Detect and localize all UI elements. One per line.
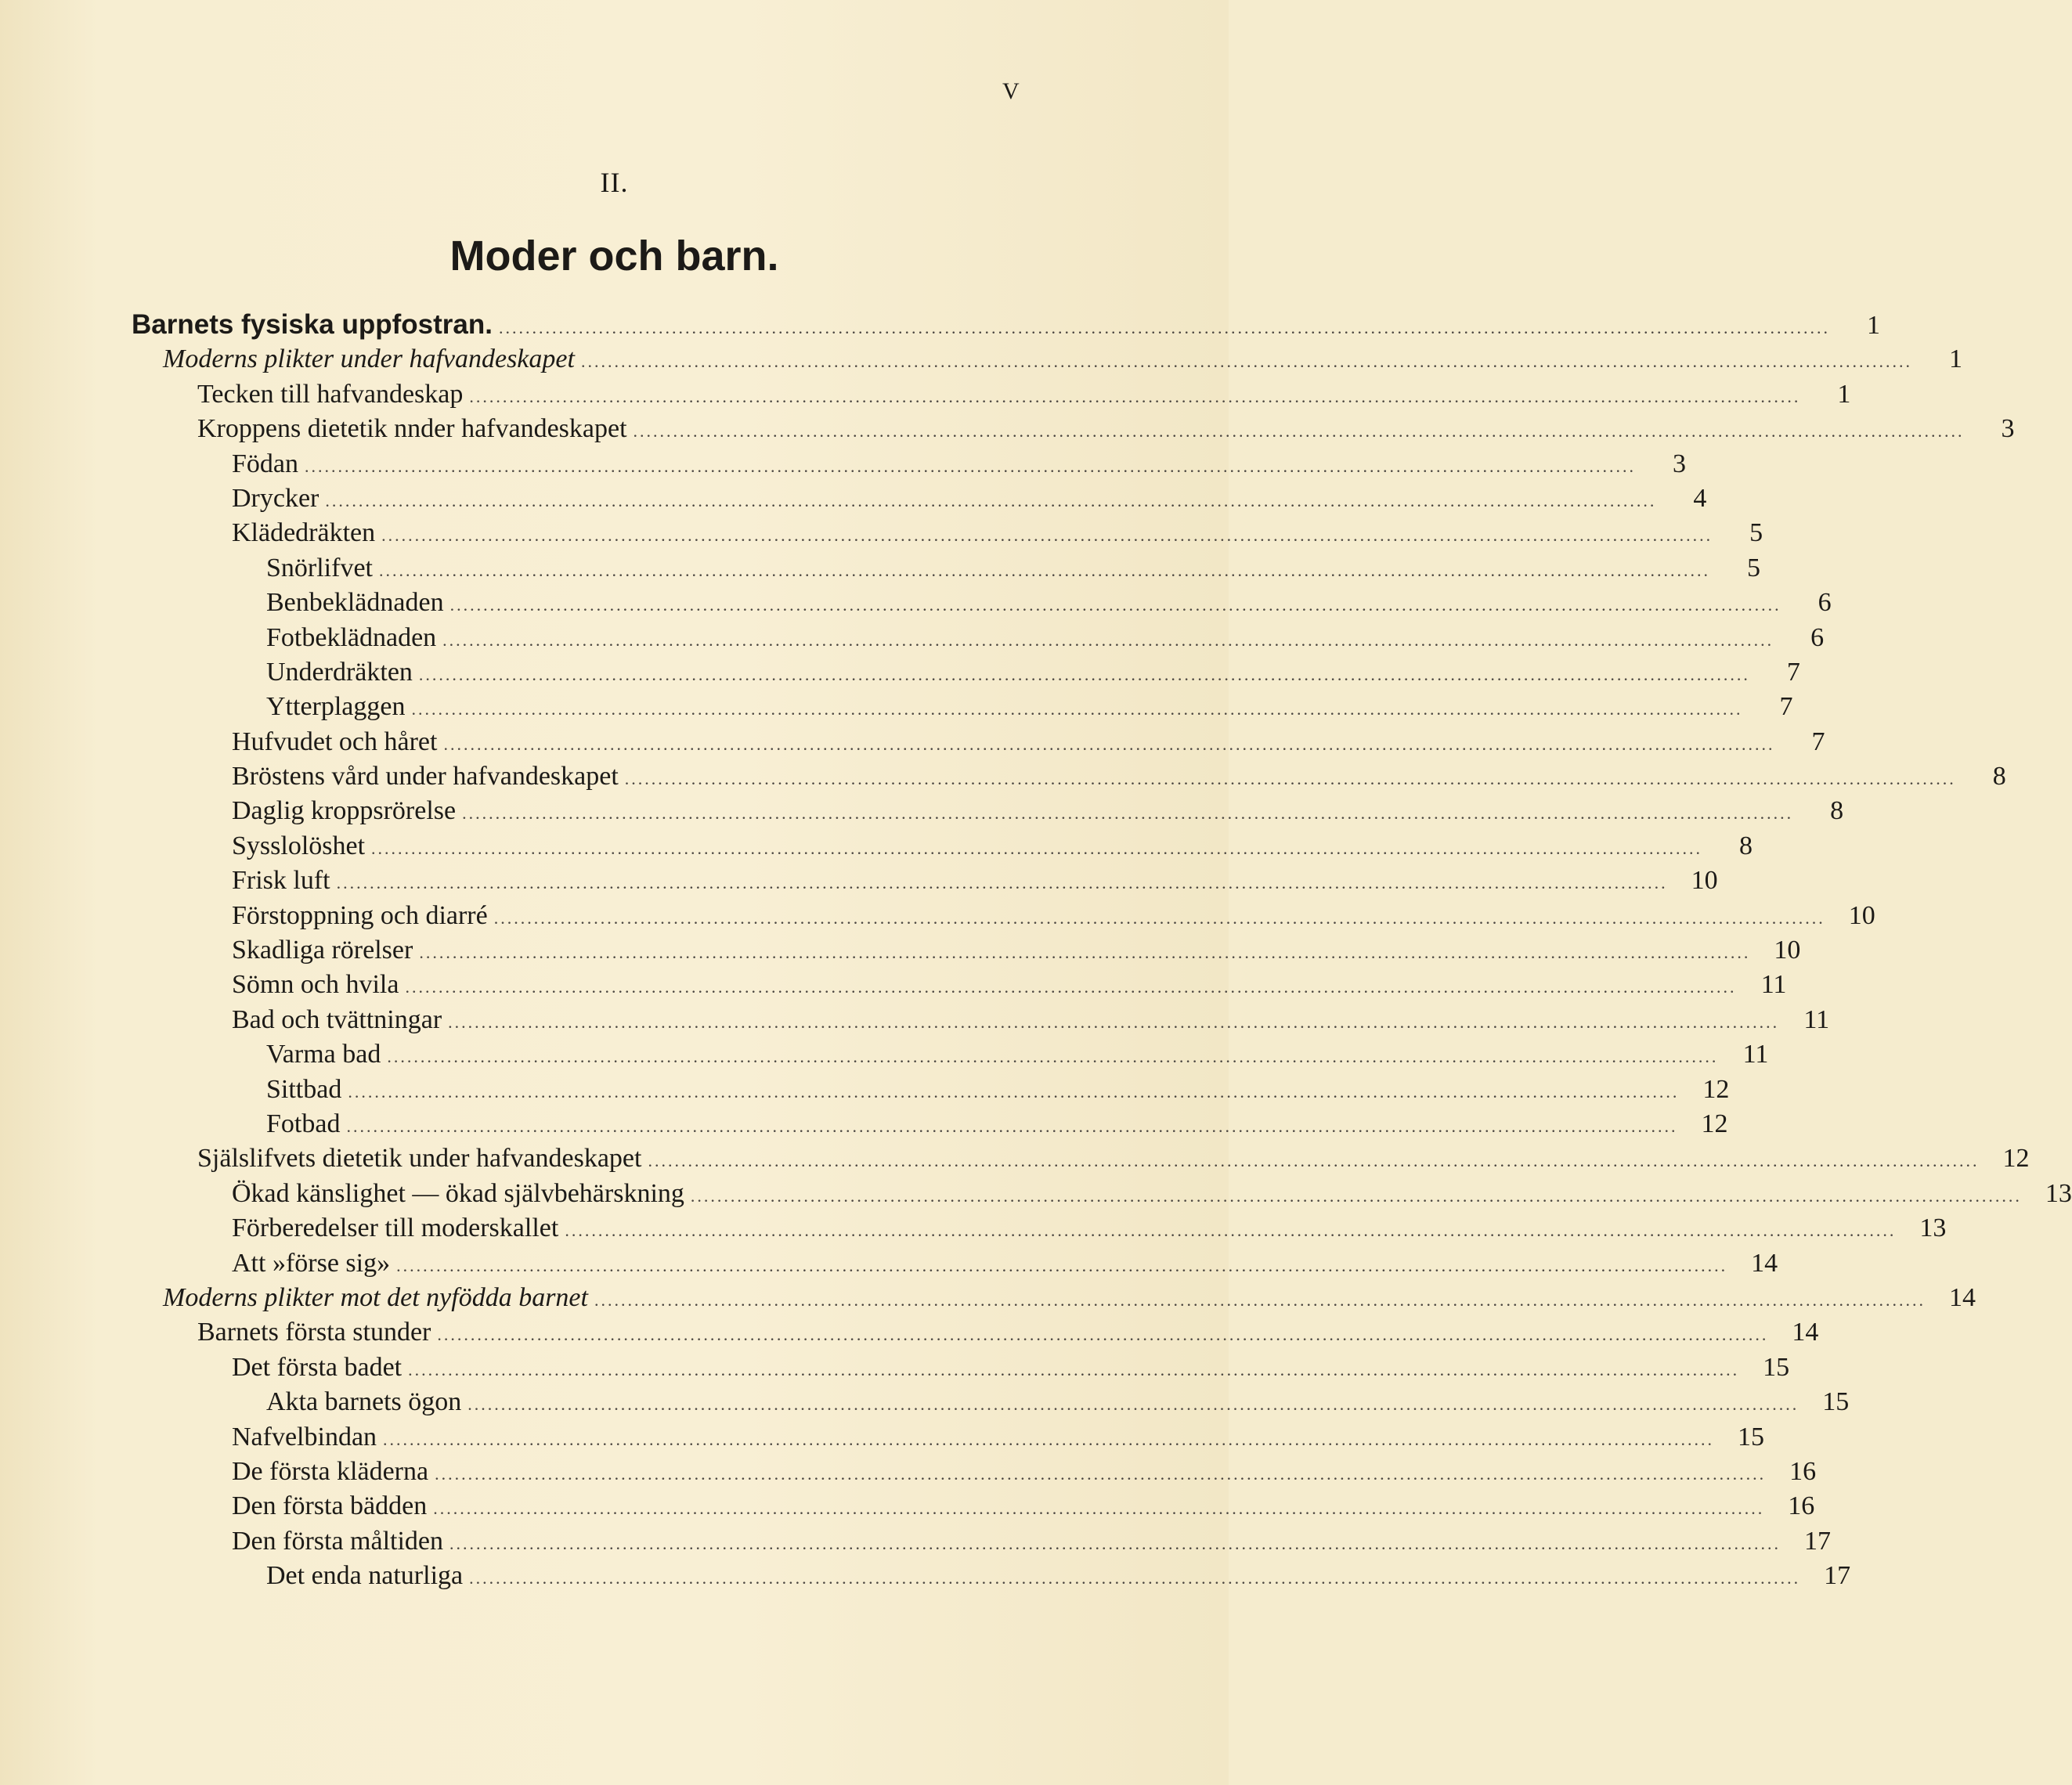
toc-entry-page: 12	[1702, 1074, 1730, 1104]
dot-leader: ........................................................................................................................................................................................................	[443, 734, 1775, 754]
toc-entry	[132, 1141, 2030, 1176]
toc-entry-page: 10	[1691, 866, 1718, 896]
toc-entry	[132, 1073, 1730, 1107]
toc-entry	[132, 690, 1793, 724]
toc-entry-page: 3	[1673, 449, 1686, 478]
dot-leader: ........................................................................................................................................................................................................	[435, 1463, 1767, 1484]
dot-leader: ........................................................................................................................................................................................................	[418, 664, 1750, 684]
toc-entry-page: 1	[1948, 344, 1962, 374]
dot-leader: ........................................................................................................................................................................................................	[633, 421, 1965, 442]
toc-entry	[132, 1003, 1830, 1037]
toc-entry	[132, 794, 1844, 828]
toc-entry-label: Det enda naturliga	[266, 1561, 464, 1591]
toc-entry-label: Klädedräkten	[232, 518, 376, 548]
dot-leader: ........................................................................................................................................................................................................	[565, 1221, 1897, 1241]
toc-entry	[132, 1559, 1851, 1593]
toc-entry-label: Förberedelser till moderskallet	[232, 1213, 559, 1243]
toc-entry-page: 11	[1803, 1004, 1830, 1034]
toc-entry-label: Varma bad	[266, 1040, 381, 1069]
toc-entry-label: Underdräkten	[266, 657, 413, 687]
dot-leader: ........................................................................................................................................................................................................	[405, 977, 1737, 997]
toc-entry-label: Drycker	[232, 483, 319, 513]
toc-entry-label: Moderns plikter under hafvandeskapet	[163, 344, 575, 374]
toc-entry	[132, 933, 1801, 968]
dot-leader: ........................................................................................................................................................................................................	[449, 1533, 1781, 1553]
toc-entry	[132, 516, 1763, 550]
toc-entry-label: Frisk luft	[232, 866, 330, 896]
dot-leader: ........................................................................................................................................................................................................	[325, 490, 1657, 510]
toc-entry-label: Fotbeklädnaden	[266, 622, 437, 652]
dot-leader: ........................................................................................................................................................................................................	[371, 838, 1703, 858]
toc-entry-page: 15	[1763, 1352, 1790, 1382]
toc-entry-label: Bröstens vård under hafvandeskapet	[232, 762, 619, 792]
dot-leader: ........................................................................................................................................................................................................	[648, 1151, 1980, 1171]
toc-entry	[132, 1211, 1947, 1246]
toc-entry-page: 11	[1742, 1040, 1769, 1069]
toc-entry-page: 12	[1701, 1109, 1728, 1138]
toc-entry-label: Barnets fysiska uppfostran.	[132, 309, 493, 340]
toc-entry-label: Snörlifvet	[266, 553, 373, 582]
toc-entry-page: 12	[2002, 1144, 2030, 1174]
dot-leader: ........................................................................................................................................................................................................	[442, 629, 1774, 650]
toc-entry	[132, 1315, 1819, 1350]
toc-entry-label: Bad och tvättningar	[232, 1004, 442, 1034]
toc-entry	[132, 1281, 1976, 1315]
toc-entry	[132, 1524, 1832, 1559]
toc-entry-page: 8	[1992, 762, 2006, 792]
toc-entry-page: 6	[1818, 588, 1832, 618]
toc-entry-page: 16	[1789, 1456, 1817, 1486]
part-number: II.	[600, 167, 629, 198]
toc-entry-page: 7	[1811, 727, 1825, 756]
toc-entry-label: Den första bädden	[232, 1491, 428, 1521]
toc-entry-label: Sömn och hvila	[232, 970, 399, 1000]
toc-entry	[132, 1489, 1815, 1524]
toc-entry-page: 13	[2045, 1178, 2072, 1208]
toc-entry	[132, 1420, 1765, 1455]
toc-entry	[132, 655, 1800, 690]
dot-leader: ........................................................................................................................................................................................................	[346, 1116, 1678, 1136]
toc-entry-page: 8	[1830, 796, 1844, 826]
toc-entry-label: Den första måltiden	[232, 1526, 444, 1556]
dot-leader: ........................................................................................................................................................................................................	[433, 1498, 1765, 1519]
toc-entry-label: Att »förse sig»	[232, 1248, 391, 1278]
toc-entry-label: Moderns plikter mot det nyfödda barnet	[163, 1282, 588, 1312]
dot-leader: ........................................................................................................................................................................................................	[381, 525, 1713, 546]
dot-leader: ........................................................................................................................................................................................................	[305, 456, 1636, 476]
toc-entry-page: 13	[1919, 1213, 1947, 1243]
toc-entry-page: 7	[1786, 657, 1800, 687]
toc-entry	[132, 1107, 1728, 1141]
toc-entry	[132, 481, 1707, 516]
toc-entry-label: Akta barnets ögon	[266, 1387, 462, 1417]
toc-entry-page: 5	[1749, 518, 1763, 548]
dot-leader: ........................................................................................................................................................................................................	[469, 386, 1801, 406]
toc-entry-page: 16	[1788, 1491, 1815, 1521]
toc-entry-page: 10	[1774, 936, 1801, 965]
page-title: Moder och barn.	[449, 233, 779, 279]
toc-entry	[132, 1246, 1778, 1281]
toc-entry-page: 17	[1824, 1561, 1851, 1591]
toc-entry	[132, 725, 1825, 759]
dot-leader: ........................................................................................................................................................................................................	[378, 560, 1710, 580]
dot-leader: ........................................................................................................................................................................................................	[594, 1289, 1926, 1310]
dot-leader: ........................................................................................................................................................................................................	[383, 1429, 1715, 1449]
toc-entry	[132, 447, 1686, 481]
toc-entry	[132, 1037, 1769, 1072]
toc-entry-label: Ökad känslighet — ökad självbehärskning	[232, 1178, 684, 1208]
table-of-contents	[132, 308, 2072, 1593]
toc-entry-label: Sittbad	[266, 1074, 342, 1104]
toc-entry-page: 14	[1948, 1282, 1976, 1312]
toc-entry-page: 17	[1804, 1526, 1832, 1556]
toc-entry-page: 1	[1837, 379, 1851, 409]
toc-entry-label: Skadliga rörelser	[232, 936, 413, 965]
toc-entry-label: Kroppens dietetik nnder hafvandeskapet	[197, 414, 627, 444]
toc-entry-page: 15	[1822, 1387, 1850, 1417]
dot-leader: ........................................................................................................................................................................................................	[336, 873, 1668, 893]
toc-entry-page: 5	[1746, 553, 1760, 582]
toc-entry-page: 15	[1738, 1422, 1765, 1451]
toc-entry-label: Sysslolöshet	[232, 831, 366, 860]
toc-entry	[132, 864, 1718, 898]
toc-entry	[132, 586, 1832, 620]
dot-leader: ........................................................................................................................................................................................................	[348, 1081, 1680, 1102]
dot-leader: ........................................................................................................................................................................................................	[419, 943, 1751, 963]
toc-entry	[132, 759, 2006, 794]
toc-entry	[132, 342, 1962, 377]
toc-entry	[132, 308, 1880, 342]
toc-entry-page: 3	[2001, 414, 2015, 444]
toc-entry-label: Förstoppning och diarré	[232, 900, 488, 930]
toc-entry	[132, 1385, 1850, 1419]
toc-entry-page: 1	[1866, 311, 1880, 340]
dot-leader: ........................................................................................................................................................................................................	[462, 803, 1794, 824]
toc-entry	[132, 1455, 1817, 1489]
dot-leader: ........................................................................................................................................................................................................	[387, 1047, 1719, 1067]
toc-entry	[132, 829, 1753, 864]
dot-leader: ........................................................................................................................................................................................................	[624, 769, 1956, 789]
toc-entry	[132, 1177, 2072, 1211]
toc-entry	[132, 968, 1787, 1002]
dot-leader: ........................................................................................................................................................................................................	[690, 1185, 2022, 1206]
dot-leader: ........................................................................................................................................................................................................	[580, 352, 1912, 372]
toc-entry-page: 8	[1739, 831, 1753, 860]
toc-entry	[132, 1350, 1790, 1385]
toc-entry-page: 10	[1848, 900, 1875, 930]
toc-entry	[132, 621, 1825, 655]
toc-entry-page: 11	[1760, 970, 1787, 1000]
toc-entry-label: Tecken till hafvandeskap	[197, 379, 464, 409]
dot-leader: ........................................................................................................................................................................................................	[411, 699, 1743, 719]
toc-entry-label: Det första badet	[232, 1352, 402, 1382]
toc-entry-label: Ytterplaggen	[266, 692, 406, 722]
dot-leader: ........................................................................................................................................................................................................	[469, 1568, 1801, 1588]
toc-entry-label: Själslifvets dietetik under hafvandeskapet	[197, 1144, 642, 1174]
dot-leader: ........................................................................................................................................................................................................	[396, 1255, 1728, 1275]
toc-entry-label: Daglig kroppsrörelse	[232, 796, 457, 826]
dot-leader: ........................................................................................................................................................................................................	[493, 907, 1825, 928]
toc-entry	[132, 899, 1875, 933]
toc-entry-page: 6	[1810, 622, 1825, 652]
toc-entry-label: Nafvelbindan	[232, 1422, 377, 1451]
toc-entry	[132, 551, 1760, 586]
toc-entry-label: Födan	[232, 449, 298, 478]
toc-entry-label: Hufvudet och håret	[232, 727, 438, 756]
toc-entry-label: Fotbad	[266, 1109, 341, 1138]
toc-entry	[132, 377, 1851, 412]
dot-leader: ........................................................................................................................................................................................................	[498, 318, 1830, 337]
page-number: V	[1002, 78, 1020, 104]
toc-entry-label: Barnets första stunder	[197, 1318, 431, 1347]
dot-leader: ........................................................................................................................................................................................................	[467, 1394, 1799, 1415]
dot-leader: ........................................................................................................................................................................................................	[449, 595, 1781, 615]
toc-entry-page: 14	[1751, 1248, 1778, 1278]
toc-entry-label: De första kläderna	[232, 1456, 429, 1486]
toc-entry-page: 4	[1693, 483, 1707, 513]
dot-leader: ........................................................................................................................................................................................................	[408, 1359, 1740, 1379]
dot-leader: ........................................................................................................................................................................................................	[448, 1012, 1780, 1032]
toc-entry-label: Benbeklädnaden	[266, 588, 444, 618]
toc-entry-page: 7	[1779, 692, 1793, 722]
toc-entry-page: 14	[1792, 1318, 1819, 1347]
dot-leader: ........................................................................................................................................................................................................	[437, 1325, 1769, 1345]
toc-entry	[132, 412, 2015, 446]
